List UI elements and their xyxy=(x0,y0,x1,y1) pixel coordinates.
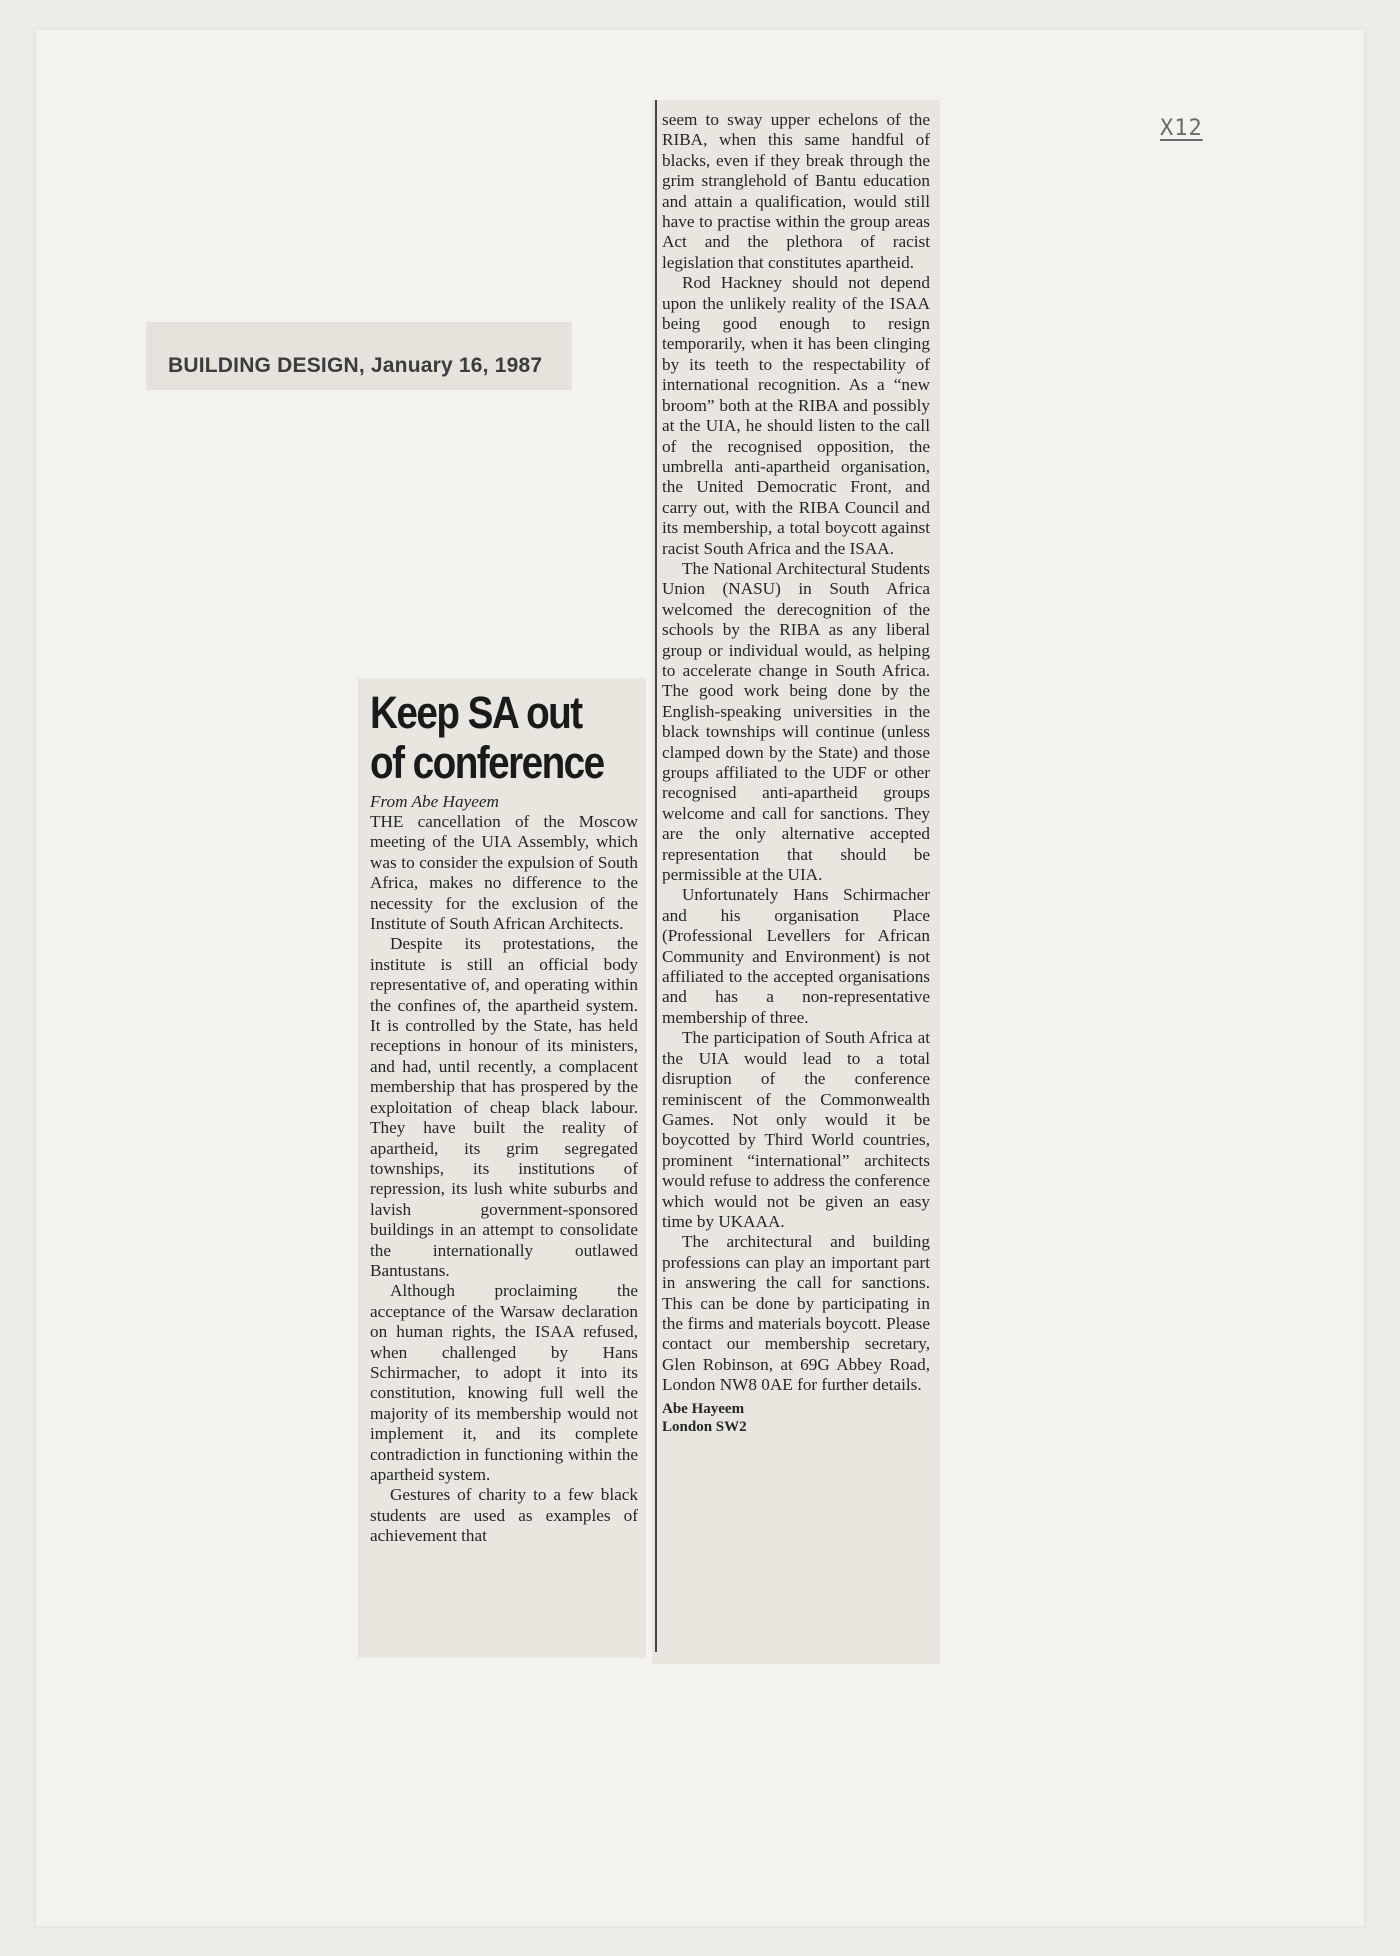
paragraph: Rod Hackney should not depend upon the unlikely reality of the ISAA being good enough to resign temporarily, when it has been clinging by its teeth to the respectability of international recognition. As a “new broom” both at the RIBA and possibly at the UIA, he should listen to the call of the recognised opposition, the umbrella anti-apartheid organisation, the United Democratic Front, and carry out, with the RIBA Council and its membership, a total boycott against racist South Africa and the ISAA. xyxy=(662,273,930,558)
headline-line-1: Keep SA out xyxy=(370,687,582,738)
paragraph: Gestures of charity to a few black students are used as examples of achievement that xyxy=(370,1485,638,1546)
paragraph: THE cancellation of the Moscow meeting of the UIA Assembly, which was to consider the expulsion of South Africa, makes no difference to the necessity for the exclusion of the Institute of South African Architects. xyxy=(370,812,638,934)
paragraph: Unfortunately Hans Schirmacher and his organisation Place (Professional Levellers for African Community and Environment) is not affiliated to the accepted organisations and has a non-representative membership of three. xyxy=(662,885,930,1027)
signature-location: London SW2 xyxy=(662,1418,747,1435)
paragraph: Despite its protestations, the institute is still an official body representative of, and operating within the confines of, the apartheid system. It is controlled by the State, has held receptions in honour of its ministers, and had, until recently, a complacent membership that has prospered by the exploitation of cheap black labour. They have built the reality of apartheid, its grim segregated townships, its institutions of repression, its lush white suburbs and lavish government-sponsored buildings in an attempt to consolidate the internationally outlawed Bantustans. xyxy=(370,934,638,1280)
signature-name: Abe Hayeem xyxy=(662,1400,745,1417)
paragraph: The architectural and building professions can play an important part in answering the call for sanctions. This can be done by participating in the firms and materials boycott. Please contact our membership secretary, Glen Robinson, at 69G Abbey Road, London NW8 0AE for further details. xyxy=(662,1232,930,1395)
article-byline: From Abe Hayeem xyxy=(370,792,499,811)
article-headline xyxy=(370,688,602,788)
paragraph: Although proclaiming the acceptance of the Warsaw declaration on human rights, the ISAA refused, when challenged by Hans Schirmacher, to adopt it into its constitution, knowing full well the majority of its membership would not implement it, and its complete contradiction in functioning within the apartheid system. xyxy=(370,1281,638,1484)
paragraph: The National Architectural Students Union (NASU) in South Africa welcomed the derecognition of the schools by the RIBA as any liberal group or individual would, as helping to accelerate change in South Africa. The good work being done by the English-speaking universities in the black townships will continue (unless clamped down by the State) and those groups affiliated to the UDF or other recognised anti-apartheid groups welcome and call for sanctions. They are the only alternative accepted representation that should be permissible at the UIA. xyxy=(662,558,930,885)
page-number: X12 xyxy=(1160,116,1203,141)
source-label: BUILDING DESIGN, January 16, 1987 xyxy=(146,322,572,390)
column-rule xyxy=(655,100,657,1652)
article-right-column xyxy=(662,110,930,1436)
paragraph: seem to sway upper echelons of the RIBA, when this same handful of blacks, even if they break through the grim stranglehold of Bantu education and attain a qualification, would still have to practise within the group areas Act and the plethora of racist legislation that constitutes apartheid. xyxy=(662,110,930,272)
paragraph: The participation of South Africa at the UIA would lead to a total disruption of the conference reminiscent of the Commonwealth Games. Not only would it be boycotted by Third World countries, prominent “international” architects would refuse to address the conference which would not be given an easy time by UKAAA. xyxy=(662,1028,930,1231)
article-left-column xyxy=(370,812,638,1547)
signature xyxy=(662,1400,930,1436)
headline-line-2: of conference xyxy=(370,737,604,788)
